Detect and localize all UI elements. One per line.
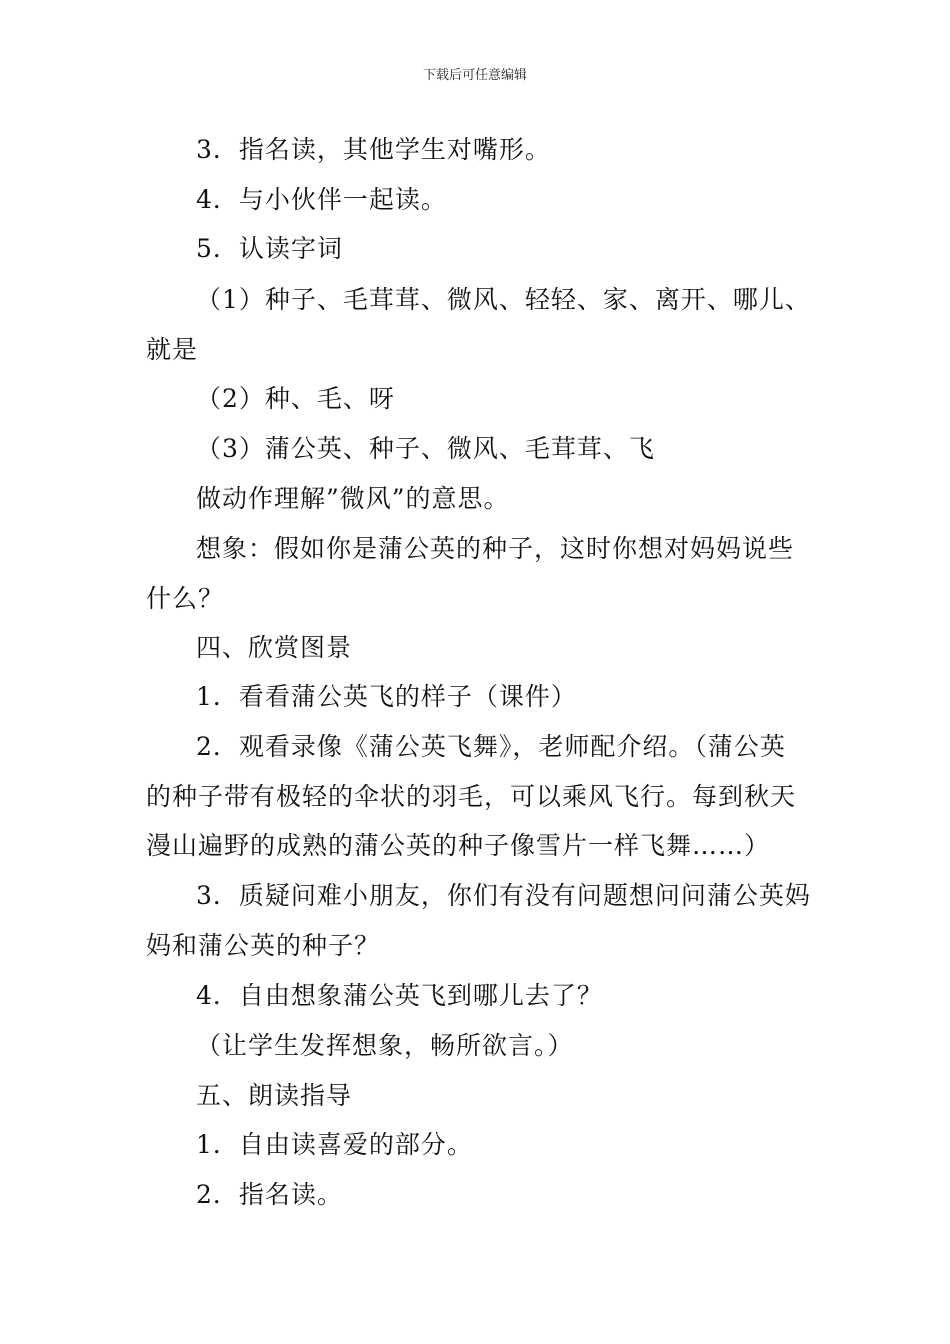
text-line: 3．质疑问难小朋友，你们有没有问题想问问蒲公英妈 <box>196 881 811 910</box>
text-line: 漫山遍野的成熟的蒲公英的种子像雪片一样飞舞……） <box>146 831 771 860</box>
text-line: 2．指名读。 <box>196 1180 343 1209</box>
text-line: 就是 <box>146 335 199 364</box>
text-line: （3）蒲公英、种子、微风、毛茸茸、飞 <box>196 434 655 463</box>
page-header: 下载后可任意编辑 <box>422 68 527 83</box>
text-line: （让学生发挥想象，畅所欲言。） <box>196 1031 574 1060</box>
text-line: 1．看看蒲公英飞的样子（课件） <box>196 682 577 711</box>
text-line: 想象：假如你是蒲公英的种子，这时你想对妈妈说些 <box>196 534 795 563</box>
text-line: 2．观看录像《蒲公英飞舞》，老师配介绍。（蒲公英 <box>196 732 786 761</box>
text-line: 1．自由读喜爱的部分。 <box>196 1130 473 1159</box>
text-line: 的种子带有极轻的伞状的羽毛，可以乘风飞行。每到秋天 <box>146 782 797 811</box>
text-line: 做动作理解”微风”的意思。 <box>196 484 510 513</box>
text-line: （1）种子、毛茸茸、微风、轻轻、家、离开、哪儿、 <box>196 285 811 314</box>
text-line: 5．认读字词 <box>196 234 343 263</box>
text-line: （2）种、毛、呀 <box>196 384 395 413</box>
text-line: 4．与小伙伴一起读。 <box>196 185 447 214</box>
text-line: 什么？ <box>146 584 225 613</box>
text-line: 4．自由想象蒲公英飞到哪儿去了？ <box>196 981 603 1010</box>
text-line: 五、朗读指导 <box>196 1081 353 1110</box>
text-line: 3．指名读，其他学生对嘴形。 <box>196 135 551 164</box>
text-line: 四、欣赏图景 <box>196 633 353 662</box>
text-line: 妈和蒲公英的种子？ <box>146 931 381 960</box>
